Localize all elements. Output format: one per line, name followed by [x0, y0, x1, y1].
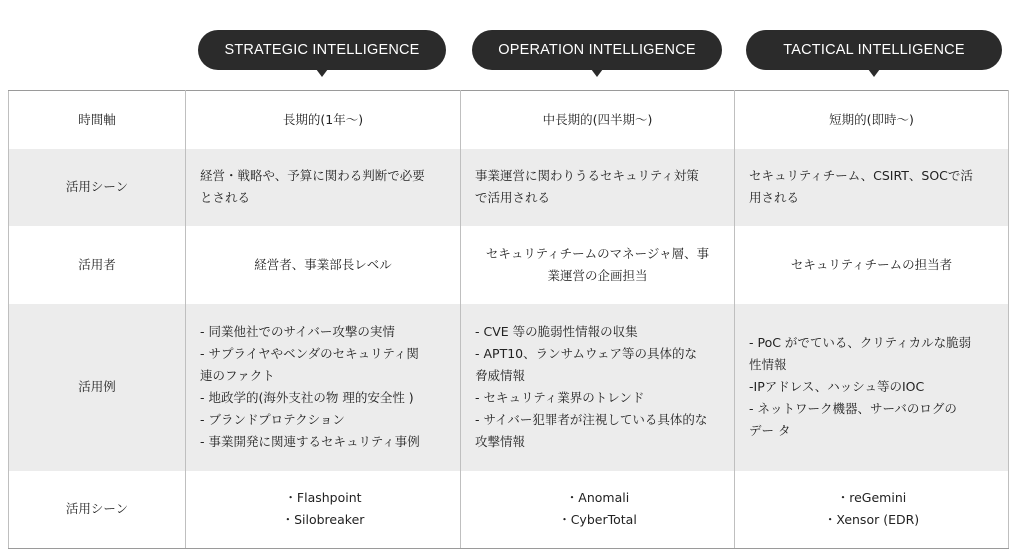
cell-line: 経営・戦略や、予算に関わる判断で必要	[200, 168, 425, 183]
cell-line: - サプライヤやベンダのセキュリティ関	[200, 346, 419, 361]
intelligence-comparison-table	[8, 90, 1009, 549]
cell-line: -IPアドレス、ハッシュ等のIOC	[749, 379, 925, 394]
cell-line: で活用される	[475, 190, 551, 205]
cell-line: セキュリティチームのマネージャ層、事	[485, 245, 710, 261]
cell-line: - ネットワーク機器、サーバのログの	[749, 401, 957, 416]
row-label-users: 活用者	[9, 226, 186, 304]
cell-line: - ブランドプロテクション	[200, 412, 345, 427]
cell-line: - 地政学的(海外支社の物 理的安全性 )	[200, 390, 414, 405]
cell-line: 性情報	[749, 357, 787, 372]
cell-line: 連のファクト	[200, 368, 275, 383]
cell-line: デー タ	[749, 423, 791, 438]
cell-line: ・Silobreaker	[281, 512, 365, 528]
header-tactical-intelligence	[746, 30, 1002, 70]
table-row-tools	[9, 471, 1009, 549]
header-operation-label: OPERATION INTELLIGENCE	[498, 42, 696, 58]
cell-line: セキュリティチーム、CSIRT、SOCで活	[749, 168, 973, 183]
row-label-tools: 活用シーン	[9, 471, 186, 549]
row-label-scene: 活用シーン	[9, 149, 186, 226]
table-row-examples	[9, 304, 1009, 471]
cell-line: - APT10、ランサムウェア等の具体的な	[475, 346, 697, 361]
cell-users-operation	[461, 226, 735, 304]
cell-line: とされる	[200, 190, 251, 205]
row-label-examples: 活用例	[9, 304, 186, 471]
cell-line: ・CyberTotal	[558, 512, 637, 528]
cell-line: ・Flashpoint	[284, 490, 362, 506]
cell-users-tactical: セキュリティチームの担当者	[735, 226, 1009, 304]
header-strategic-intelligence	[198, 30, 446, 70]
header-strategic-label: STRATEGIC INTELLIGENCE	[224, 42, 420, 58]
cell-line: - 事業開発に関連するセキュリティ事例	[200, 434, 420, 449]
cell-line: ・Anomali	[565, 490, 630, 506]
table-row-scene	[9, 149, 1009, 226]
cell-examples-operation	[461, 304, 735, 471]
table-row-users	[9, 226, 1009, 304]
row-label-timeline: 時間軸	[9, 91, 186, 149]
cell-line: 攻撃情報	[475, 434, 526, 449]
cell-tools-operation	[461, 471, 735, 549]
cell-line: ・reGemini	[836, 490, 907, 506]
cell-timeline-strategic: 長期的(1年～)	[186, 91, 461, 149]
table-row-timeline	[9, 91, 1009, 149]
cell-line: - CVE 等の脆弱性情報の収集	[475, 324, 638, 339]
cell-examples-strategic	[186, 304, 461, 471]
cell-line: 脅威情報	[475, 368, 526, 383]
cell-timeline-tactical: 短期的(即時～)	[735, 91, 1009, 149]
cell-line: 業運営の企画担当	[547, 267, 648, 283]
cell-scene-operation	[461, 149, 735, 226]
cell-scene-strategic	[186, 149, 461, 226]
header-tactical-label: TACTICAL INTELLIGENCE	[783, 42, 965, 58]
cell-users-strategic: 経営者、事業部長レベル	[186, 226, 461, 304]
cell-scene-tactical	[735, 149, 1009, 226]
cell-line: - サイバー犯罪者が注視している具体的な	[475, 412, 708, 427]
cell-tools-strategic	[186, 471, 461, 549]
cell-line: - 同業他社でのサイバー攻撃の実情	[200, 324, 395, 339]
cell-line: - PoC がでている、クリティカルな脆弱	[749, 335, 972, 350]
cell-tools-tactical	[735, 471, 1009, 549]
cell-timeline-operation: 中長期的(四半期～)	[461, 91, 735, 149]
cell-line: 事業運営に関わりうるセキュリティ対策	[475, 168, 699, 183]
cell-examples-tactical	[735, 304, 1009, 471]
cell-line: 用される	[749, 190, 800, 205]
cell-line: - セキュリティ業界のトレンド	[475, 390, 645, 405]
cell-line: ・Xensor (EDR)	[823, 512, 920, 528]
header-operation-intelligence	[472, 30, 722, 70]
